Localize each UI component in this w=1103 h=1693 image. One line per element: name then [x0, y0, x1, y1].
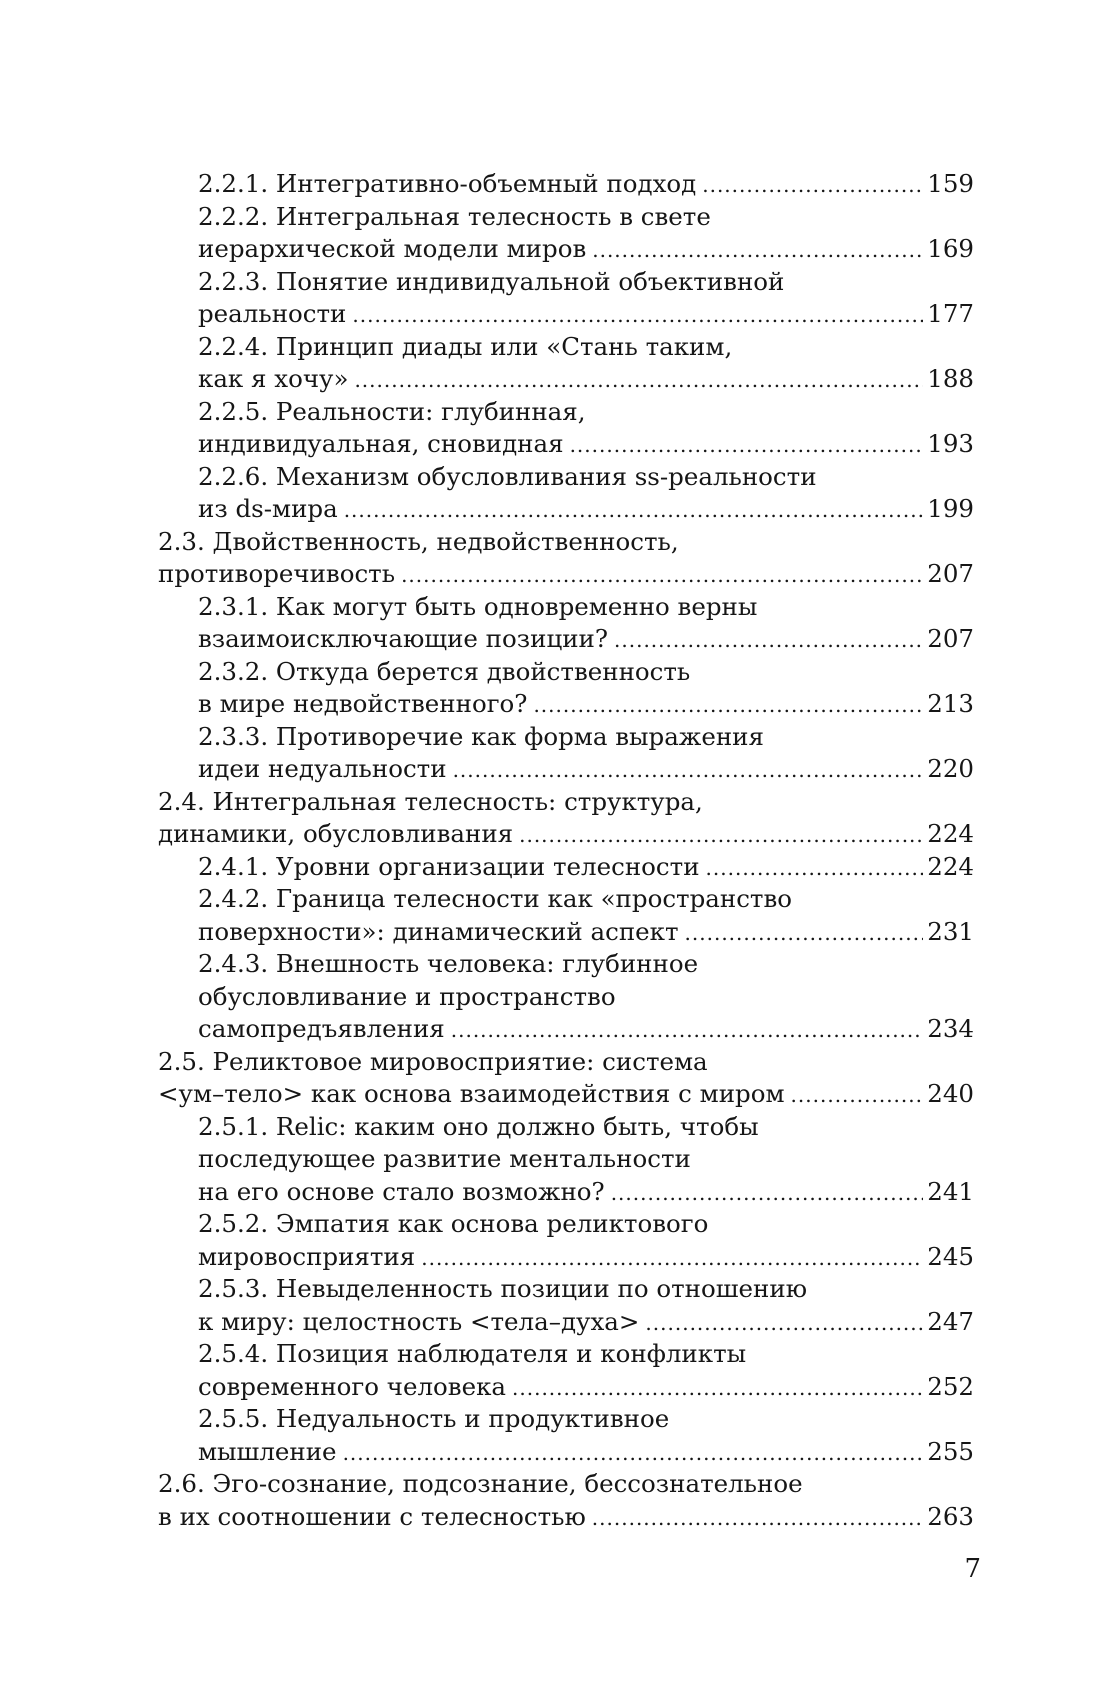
toc-entry-leader-line [198, 753, 974, 786]
toc-entry-title-line: 2.4.3. Внешность человека: глубинное [198, 949, 699, 978]
toc-entry-title-line: идеи недуальности [198, 754, 447, 783]
toc-page-number: 245 [927, 1241, 974, 1271]
toc-entry-title-line: 2.5.5. Недуальность и продуктивное [198, 1404, 670, 1433]
toc-entry-title-line: 2.6. Эго-сознание, подсознание, бессознательное [158, 1469, 803, 1498]
toc-subsection [158, 1208, 974, 1273]
toc-subsection [158, 948, 974, 1046]
dot-leader [570, 429, 924, 461]
toc-page-number: 252 [927, 1371, 974, 1401]
toc-entry-title-line: 2.4. Интегральная телесность: структура, [158, 786, 703, 816]
toc-entry-leader-line [198, 493, 974, 526]
dot-leader [401, 559, 923, 591]
dot-leader [592, 234, 923, 266]
toc-entry-leader-line [198, 1371, 974, 1404]
toc-entry-title-line: самопредъявления [198, 1014, 445, 1043]
toc-subsection [158, 461, 974, 526]
toc-subsection [158, 656, 974, 721]
toc-section [158, 1046, 974, 1111]
dot-leader [421, 1242, 923, 1274]
toc-subsection [158, 1273, 974, 1338]
toc-page-number: 199 [927, 494, 974, 523]
toc-subsection [158, 1338, 974, 1403]
toc-entry-title-line: современного человека [198, 1371, 507, 1401]
toc-subsection [158, 883, 974, 948]
toc-entry-title-line: 2.4.2. Граница телесности как «пространство [198, 884, 793, 913]
toc-entry-leader-line [158, 558, 974, 591]
toc-page-number: 207 [927, 559, 974, 588]
toc-entry-title-line: 2.5.4. Позиция наблюдателя и конфликты [198, 1339, 747, 1368]
toc-entry-title-line: 2.3. Двойственность, недвойственность, [158, 526, 679, 556]
toc-entry-title-line: 2.2.5. Реальности: глубинная, [198, 396, 586, 426]
toc-page-number: 220 [927, 754, 974, 783]
toc-entry-title-line: в мире недвойственного? [198, 689, 528, 718]
toc-entry-title-line: 2.3.2. Откуда берется двойственность [198, 656, 691, 686]
toc-entry-leader-line [198, 1436, 974, 1469]
toc-entry-title-line: 2.5.1. Relic: каким оно должно быть, чтобы [198, 1111, 759, 1141]
dot-leader [352, 299, 923, 331]
toc-entry-title-line: <ум–тело> как основа взаимодействия с миром [158, 1079, 785, 1108]
toc-page-number: 193 [927, 429, 974, 458]
toc-entry-leader-line [158, 1501, 974, 1534]
toc-entry-leader-line [198, 1241, 974, 1274]
toc-entry-title-line: мировосприятия [198, 1241, 416, 1271]
toc-entry-title-line: 2.2.4. Принцип диады или «Стань таким, [198, 331, 733, 361]
dot-leader [512, 1372, 923, 1404]
table-of-contents [158, 168, 974, 1533]
toc-entry-title-line: 2.4.1. Уровни организации телесности [198, 851, 700, 881]
dot-leader [344, 494, 924, 526]
toc-section [158, 1468, 974, 1533]
toc-entry-leader-line [198, 298, 974, 331]
dot-leader [791, 1079, 924, 1111]
toc-subsection [158, 1403, 974, 1468]
toc-subsection [158, 721, 974, 786]
toc-entry-title-line: 2.2.6. Механизм обусловливания ss-реальности [198, 461, 817, 491]
dot-leader [614, 624, 923, 656]
toc-entry-title-line: 2.5.2. Эмпатия как основа реликтового [198, 1209, 709, 1238]
toc-entry-title-line: иерархической модели миров [198, 234, 587, 263]
toc-entry-title-line: 2.5.3. Невыделенность позиции по отношению [198, 1274, 808, 1303]
dot-leader [453, 754, 924, 786]
toc-page-number: 177 [927, 299, 974, 328]
toc-entry-title-line: динамики, обусловливания [158, 819, 514, 848]
toc-entry-title-line: 2.2.3. Понятие индивидуальной объективной [198, 266, 785, 296]
toc-entry-title-line: к миру: целостность <тела–духа> [198, 1306, 640, 1336]
toc-entry-leader-line [198, 1013, 974, 1046]
dot-leader [702, 169, 923, 201]
toc-entry-leader-line [198, 1306, 974, 1339]
toc-entry-leader-line [158, 1078, 974, 1111]
dot-leader [519, 819, 923, 851]
toc-page-number: 207 [927, 624, 974, 653]
dot-leader [451, 1014, 923, 1046]
dot-leader [354, 364, 923, 396]
toc-entry-title-line: мышление [198, 1436, 337, 1466]
toc-section [158, 526, 974, 591]
toc-entry-leader-line [198, 916, 974, 949]
toc-entry-title-line: индивидуальная, сновидная [198, 429, 564, 458]
toc-entry-title-line: взаимоисключающие позиции? [198, 624, 609, 653]
toc-page-number: 224 [927, 819, 974, 848]
toc-page-number: 224 [927, 851, 974, 881]
toc-page-number: 241 [927, 1176, 974, 1206]
toc-entry-leader-line [198, 851, 974, 884]
toc-page-number: 234 [927, 1014, 974, 1043]
toc-entry-title-line: 2.3.3. Противоречие как форма выражения [198, 721, 764, 751]
toc-entry-title-line: на его основе стало возможно? [198, 1176, 605, 1206]
toc-entry-leader-line [198, 168, 974, 201]
toc-entry-title-line: в их соотношении с телесностью [158, 1501, 586, 1531]
toc-entry-title-line: 2.3.1. Как могут быть одновременно верны [198, 591, 758, 621]
toc-entry-leader-line [198, 688, 974, 721]
page-number: 7 [964, 1554, 981, 1584]
toc-subsection [158, 851, 974, 884]
toc-page-number: 169 [927, 234, 974, 263]
toc-section [158, 786, 974, 851]
toc-page-number: 255 [927, 1436, 974, 1466]
toc-entry-title-line: 2.2.2. Интегральная телесность в свете [198, 201, 711, 231]
toc-entry-title-line: из ds-мира [198, 494, 338, 523]
toc-subsection [158, 331, 974, 396]
toc-page-number: 240 [927, 1079, 974, 1108]
toc-page-number: 247 [927, 1306, 974, 1336]
toc-entry-title-line: 2.5. Реликтовое мировосприятие: система [158, 1046, 708, 1076]
toc-entry-title-line: поверхности»: динамический аспект [198, 916, 679, 946]
toc-subsection [158, 396, 974, 461]
toc-page-number: 213 [927, 689, 974, 718]
toc-entry-leader-line [198, 1176, 974, 1209]
dot-leader [592, 1502, 923, 1534]
toc-entry-leader-line [158, 818, 974, 851]
toc-page-number: 188 [927, 364, 974, 393]
toc-subsection [158, 201, 974, 266]
toc-entry-title-line: реальности [198, 299, 347, 328]
toc-entry-title-line: 2.2.1. Интегративно-объемный подход [198, 169, 697, 198]
dot-leader [533, 689, 923, 721]
toc-subsection [158, 266, 974, 331]
toc-entry-leader-line [198, 233, 974, 266]
toc-subsection [158, 1111, 974, 1209]
toc-entry-title-line: последующее развитие ментальности [198, 1144, 691, 1173]
toc-entry-leader-line [198, 363, 974, 396]
dot-leader [343, 1437, 924, 1469]
toc-page-number: 263 [927, 1501, 974, 1531]
toc-entry-title-line: обусловливание и пространство [198, 981, 616, 1011]
dot-leader [611, 1177, 924, 1209]
toc-subsection [158, 168, 974, 201]
toc-entry-leader-line [198, 428, 974, 461]
toc-entry-title-line: как я хочу» [198, 364, 349, 393]
toc-page-number: 231 [927, 916, 974, 946]
toc-page-number: 159 [927, 169, 974, 198]
toc-subsection [158, 591, 974, 656]
dot-leader [645, 1307, 923, 1339]
dot-leader [685, 917, 924, 949]
toc-entry-leader-line [198, 623, 974, 656]
toc-entry-title-line: противоречивость [158, 559, 396, 588]
dot-leader [706, 852, 924, 884]
